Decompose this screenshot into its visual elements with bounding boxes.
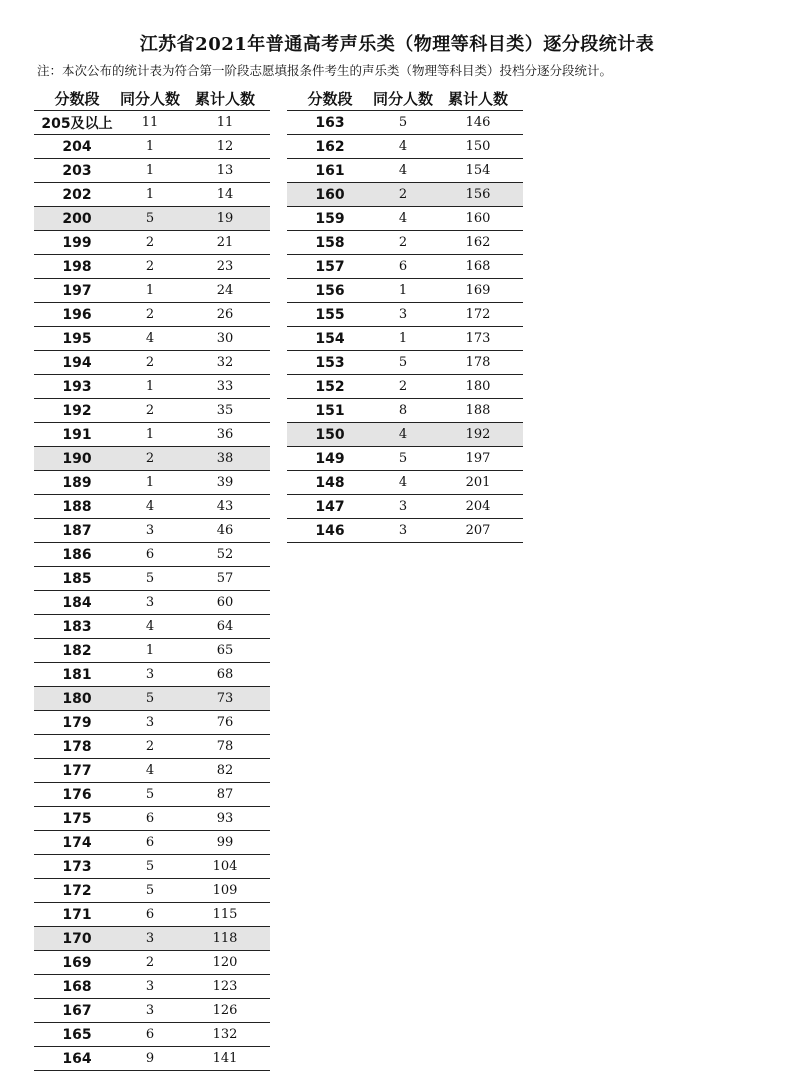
table-row: [34, 183, 270, 207]
score-cell: 192: [34, 399, 120, 423]
table-row: [287, 375, 523, 399]
total-cell: 162: [433, 231, 523, 255]
score-cell: 149: [287, 447, 373, 471]
table-row: [34, 399, 270, 423]
score-cell: 147: [287, 495, 373, 519]
table-row: [34, 831, 270, 855]
table-row: [34, 855, 270, 879]
total-cell: 57: [180, 567, 270, 591]
score-cell: 167: [34, 999, 120, 1023]
table-row: [34, 519, 270, 543]
score-cell: 169: [34, 951, 120, 975]
count-cell: 3: [373, 495, 433, 519]
count-cell: 5: [373, 351, 433, 375]
table-row: [34, 999, 270, 1023]
count-cell: 4: [373, 207, 433, 231]
total-cell: 33: [180, 375, 270, 399]
total-cell: 154: [433, 159, 523, 183]
total-cell: 169: [433, 279, 523, 303]
count-cell: 2: [373, 375, 433, 399]
score-cell: 198: [34, 255, 120, 279]
header-row: [34, 87, 270, 111]
count-cell: 3: [373, 519, 433, 543]
table-row: [287, 327, 523, 351]
count-cell: 4: [120, 615, 180, 639]
count-cell: 4: [373, 159, 433, 183]
score-cell: 184: [34, 591, 120, 615]
score-cell: 168: [34, 975, 120, 999]
count-cell: 2: [120, 303, 180, 327]
table-row: [34, 591, 270, 615]
score-cell: 160: [287, 183, 373, 207]
score-cell: 204: [34, 135, 120, 159]
count-cell: 3: [373, 303, 433, 327]
total-cell: 104: [180, 855, 270, 879]
count-cell: 2: [120, 735, 180, 759]
table-row: [34, 951, 270, 975]
total-cell: 141: [180, 1047, 270, 1071]
count-cell: 8: [373, 399, 433, 423]
total-cell: 178: [433, 351, 523, 375]
total-cell: 204: [433, 495, 523, 519]
count-cell: 5: [120, 783, 180, 807]
score-cell: 170: [34, 927, 120, 951]
count-cell: 2: [120, 951, 180, 975]
score-cell: 193: [34, 375, 120, 399]
score-cell: 150: [287, 423, 373, 447]
count-cell: 1: [373, 279, 433, 303]
count-cell: 3: [120, 591, 180, 615]
table-row: [287, 519, 523, 543]
total-cell: 73: [180, 687, 270, 711]
total-cell: 64: [180, 615, 270, 639]
score-cell: 153: [287, 351, 373, 375]
score-cell: 174: [34, 831, 120, 855]
total-cell: 192: [433, 423, 523, 447]
total-cell: 60: [180, 591, 270, 615]
total-cell: 93: [180, 807, 270, 831]
count-cell: 9: [120, 1047, 180, 1071]
score-cell: 180: [34, 687, 120, 711]
total-cell: 168: [433, 255, 523, 279]
table-row: [34, 135, 270, 159]
left-table-body: [34, 111, 270, 1071]
table-row: [34, 567, 270, 591]
score-cell: 181: [34, 663, 120, 687]
score-cell: 175: [34, 807, 120, 831]
total-cell: 11: [180, 111, 270, 135]
score-cell: 162: [287, 135, 373, 159]
count-cell: 5: [120, 687, 180, 711]
score-cell: 151: [287, 399, 373, 423]
table-row: [287, 111, 523, 135]
total-cell: 123: [180, 975, 270, 999]
total-cell: 150: [433, 135, 523, 159]
total-cell: 201: [433, 471, 523, 495]
count-cell: 2: [120, 231, 180, 255]
total-cell: 180: [433, 375, 523, 399]
total-cell: 82: [180, 759, 270, 783]
total-cell: 12: [180, 135, 270, 159]
score-cell: 190: [34, 447, 120, 471]
count-cell: 6: [373, 255, 433, 279]
total-cell: 14: [180, 183, 270, 207]
count-cell: 1: [120, 159, 180, 183]
table-row: [287, 423, 523, 447]
count-cell: 4: [120, 327, 180, 351]
table-row: [34, 279, 270, 303]
table-row: [34, 711, 270, 735]
total-cell: 38: [180, 447, 270, 471]
total-cell: 78: [180, 735, 270, 759]
table-row: [287, 399, 523, 423]
total-cell: 197: [433, 447, 523, 471]
score-cell: 183: [34, 615, 120, 639]
table-row: [34, 639, 270, 663]
count-cell: 1: [120, 279, 180, 303]
total-cell: 76: [180, 711, 270, 735]
table-row: [34, 303, 270, 327]
total-cell: 132: [180, 1023, 270, 1047]
count-cell: 6: [120, 831, 180, 855]
score-cell: 182: [34, 639, 120, 663]
count-cell: 5: [120, 855, 180, 879]
table-note: 注：本次公布的统计表为符合第一阶段志愿填报条件考生的声乐类（物理等科目类）投档分逐分段统计。: [37, 63, 613, 78]
total-cell: 30: [180, 327, 270, 351]
count-cell: 1: [120, 639, 180, 663]
score-cell: 158: [287, 231, 373, 255]
score-cell: 196: [34, 303, 120, 327]
score-table-right: [287, 87, 523, 543]
score-cell: 163: [287, 111, 373, 135]
score-cell: 203: [34, 159, 120, 183]
count-cell: 2: [373, 231, 433, 255]
count-cell: 2: [373, 183, 433, 207]
table-row: [34, 663, 270, 687]
count-cell: 3: [120, 927, 180, 951]
score-cell: 154: [287, 327, 373, 351]
count-cell: 5: [120, 879, 180, 903]
total-cell: 52: [180, 543, 270, 567]
table-row: [34, 447, 270, 471]
table-row: [34, 1023, 270, 1047]
total-cell: 109: [180, 879, 270, 903]
count-cell: 5: [373, 111, 433, 135]
score-cell: 171: [34, 903, 120, 927]
table-row: [34, 927, 270, 951]
score-cell: 205及以上: [34, 111, 120, 135]
count-cell: 3: [120, 519, 180, 543]
score-cell: 173: [34, 855, 120, 879]
count-cell: 1: [120, 471, 180, 495]
count-cell: 1: [120, 423, 180, 447]
score-cell: 199: [34, 231, 120, 255]
total-cell: 172: [433, 303, 523, 327]
total-cell: 43: [180, 495, 270, 519]
total-cell: 32: [180, 351, 270, 375]
header-total: 累计人数: [433, 87, 523, 111]
table-row: [34, 735, 270, 759]
total-cell: 87: [180, 783, 270, 807]
count-cell: 2: [120, 351, 180, 375]
score-cell: 157: [287, 255, 373, 279]
total-cell: 99: [180, 831, 270, 855]
table-row: [34, 423, 270, 447]
score-cell: 172: [34, 879, 120, 903]
table-row: [34, 903, 270, 927]
score-cell: 185: [34, 567, 120, 591]
page-title: 江苏省2021年普通高考声乐类（物理等科目类）逐分段统计表: [139, 34, 655, 55]
table-row: [287, 159, 523, 183]
total-cell: 35: [180, 399, 270, 423]
count-cell: 4: [120, 495, 180, 519]
table-row: [34, 879, 270, 903]
total-cell: 115: [180, 903, 270, 927]
table-row: [287, 447, 523, 471]
table-row: [34, 1047, 270, 1071]
table-row: [34, 111, 270, 135]
total-cell: 126: [180, 999, 270, 1023]
score-cell: 161: [287, 159, 373, 183]
total-cell: 188: [433, 399, 523, 423]
count-cell: 6: [120, 903, 180, 927]
right-table-body: [287, 111, 523, 543]
count-cell: 4: [373, 135, 433, 159]
count-cell: 1: [120, 375, 180, 399]
table-row: [287, 135, 523, 159]
total-cell: 19: [180, 207, 270, 231]
count-cell: 4: [120, 759, 180, 783]
count-cell: 4: [373, 423, 433, 447]
score-cell: 186: [34, 543, 120, 567]
score-cell: 177: [34, 759, 120, 783]
header-count: 同分人数: [373, 87, 433, 111]
count-cell: 3: [120, 999, 180, 1023]
table-row: [287, 495, 523, 519]
score-table-left: [34, 87, 270, 1071]
total-cell: 46: [180, 519, 270, 543]
count-cell: 11: [120, 111, 180, 135]
score-cell: 176: [34, 783, 120, 807]
total-cell: 36: [180, 423, 270, 447]
count-cell: 3: [120, 975, 180, 999]
count-cell: 6: [120, 807, 180, 831]
total-cell: 173: [433, 327, 523, 351]
score-cell: 202: [34, 183, 120, 207]
count-cell: 3: [120, 711, 180, 735]
count-cell: 2: [120, 447, 180, 471]
table-row: [34, 207, 270, 231]
header-count: 同分人数: [120, 87, 180, 111]
table-row: [34, 687, 270, 711]
score-cell: 197: [34, 279, 120, 303]
table-row: [287, 255, 523, 279]
table-row: [287, 207, 523, 231]
count-cell: 3: [120, 663, 180, 687]
total-cell: 21: [180, 231, 270, 255]
score-cell: 187: [34, 519, 120, 543]
score-cell: 191: [34, 423, 120, 447]
score-cell: 165: [34, 1023, 120, 1047]
score-cell: 200: [34, 207, 120, 231]
header-total: 累计人数: [180, 87, 270, 111]
total-cell: 120: [180, 951, 270, 975]
table-row: [34, 783, 270, 807]
count-cell: 1: [120, 183, 180, 207]
header-score: 分数段: [34, 87, 120, 111]
table-row: [34, 975, 270, 999]
score-cell: 159: [287, 207, 373, 231]
total-cell: 68: [180, 663, 270, 687]
total-cell: 207: [433, 519, 523, 543]
score-cell: 164: [34, 1047, 120, 1071]
total-cell: 13: [180, 159, 270, 183]
table-row: [34, 159, 270, 183]
total-cell: 23: [180, 255, 270, 279]
table-row: [34, 543, 270, 567]
header-score: 分数段: [287, 87, 373, 111]
table-row: [34, 327, 270, 351]
count-cell: 5: [120, 567, 180, 591]
total-cell: 118: [180, 927, 270, 951]
score-cell: 148: [287, 471, 373, 495]
score-cell: 152: [287, 375, 373, 399]
table-row: [34, 759, 270, 783]
total-cell: 39: [180, 471, 270, 495]
score-cell: 189: [34, 471, 120, 495]
table-row: [34, 351, 270, 375]
table-row: [34, 615, 270, 639]
score-cell: 156: [287, 279, 373, 303]
score-cell: 194: [34, 351, 120, 375]
count-cell: 6: [120, 543, 180, 567]
count-cell: 1: [373, 327, 433, 351]
table-row: [34, 231, 270, 255]
table-row: [34, 807, 270, 831]
table-row: [287, 231, 523, 255]
count-cell: 2: [120, 399, 180, 423]
total-cell: 24: [180, 279, 270, 303]
table-row: [34, 375, 270, 399]
total-cell: 26: [180, 303, 270, 327]
score-cell: 155: [287, 303, 373, 327]
header-row: [287, 87, 523, 111]
table-row: [287, 183, 523, 207]
table-row: [287, 471, 523, 495]
count-cell: 2: [120, 255, 180, 279]
count-cell: 6: [120, 1023, 180, 1047]
score-cell: 195: [34, 327, 120, 351]
count-cell: 5: [373, 447, 433, 471]
score-cell: 179: [34, 711, 120, 735]
count-cell: 4: [373, 471, 433, 495]
table-row: [287, 351, 523, 375]
total-cell: 160: [433, 207, 523, 231]
score-cell: 188: [34, 495, 120, 519]
table-row: [287, 303, 523, 327]
count-cell: 1: [120, 135, 180, 159]
table-row: [34, 495, 270, 519]
table-row: [287, 279, 523, 303]
total-cell: 156: [433, 183, 523, 207]
count-cell: 5: [120, 207, 180, 231]
total-cell: 146: [433, 111, 523, 135]
total-cell: 65: [180, 639, 270, 663]
score-cell: 178: [34, 735, 120, 759]
table-row: [34, 471, 270, 495]
table-row: [34, 255, 270, 279]
score-cell: 146: [287, 519, 373, 543]
